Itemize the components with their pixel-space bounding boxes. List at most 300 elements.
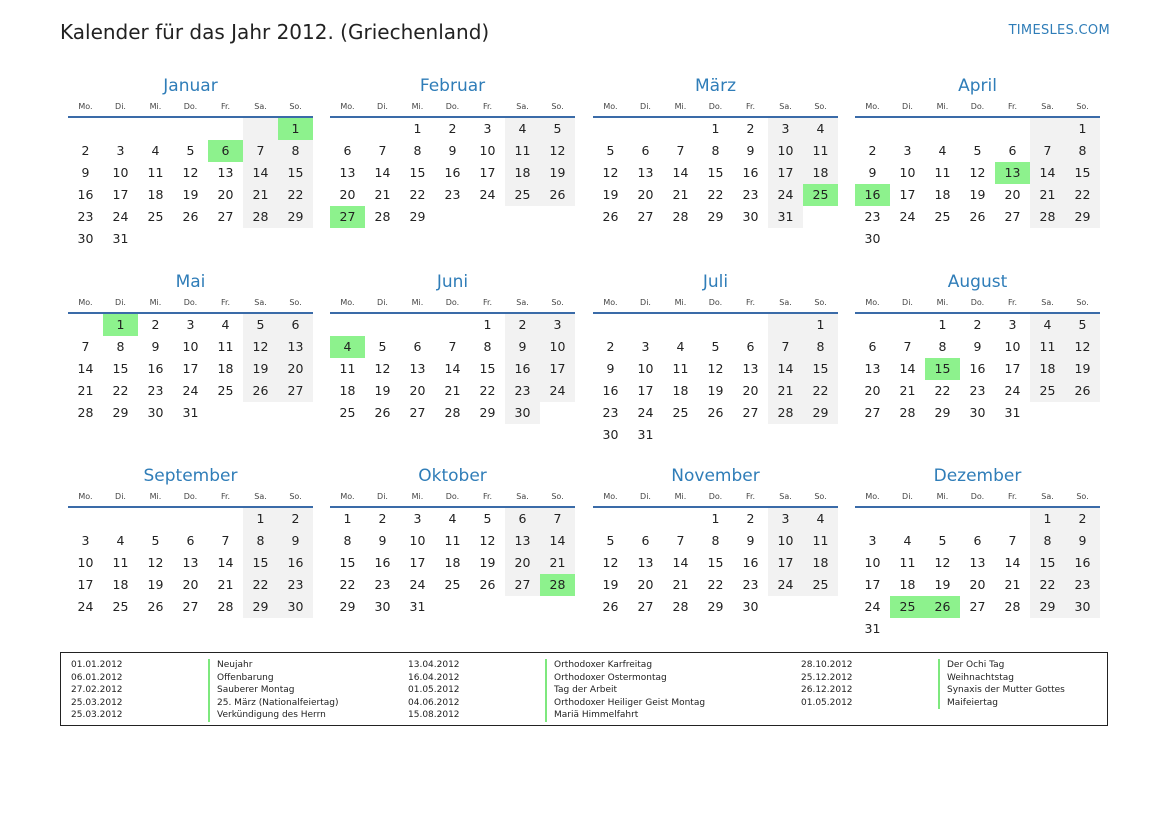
holiday-day-cell[interactable]: 16 xyxy=(855,184,890,206)
day-cell[interactable]: 22 xyxy=(112,383,129,398)
day-cell[interactable]: 7 xyxy=(378,143,387,158)
day-cell[interactable]: 26 xyxy=(540,184,575,206)
day-cell[interactable]: 23 xyxy=(444,187,461,202)
day-cell[interactable]: 25 xyxy=(217,383,234,398)
day-cell[interactable]: 30 xyxy=(1065,596,1100,618)
day-cell[interactable]: 9 xyxy=(746,533,755,548)
day-cell[interactable]: 26 xyxy=(147,599,164,614)
holiday-day-cell[interactable]: 15 xyxy=(925,358,960,380)
day-cell[interactable]: 4 xyxy=(803,508,838,530)
day-cell[interactable]: 2 xyxy=(378,511,387,526)
day-cell[interactable]: 3 xyxy=(186,317,195,332)
day-cell[interactable]: 12 xyxy=(602,555,619,570)
day-cell[interactable]: 13 xyxy=(339,165,356,180)
day-cell[interactable]: 18 xyxy=(672,383,689,398)
day-cell[interactable]: 1 xyxy=(938,317,947,332)
day-cell[interactable]: 4 xyxy=(1030,314,1065,336)
day-cell[interactable]: 22 xyxy=(1030,574,1065,596)
day-cell[interactable]: 2 xyxy=(746,511,755,526)
day-cell[interactable]: 17 xyxy=(77,577,94,592)
day-cell[interactable]: 12 xyxy=(243,336,278,358)
day-cell[interactable]: 15 xyxy=(409,165,426,180)
day-cell[interactable]: 11 xyxy=(339,361,356,376)
day-cell[interactable]: 5 xyxy=(151,533,160,548)
day-cell[interactable]: 3 xyxy=(1008,317,1017,332)
day-cell[interactable]: 3 xyxy=(641,339,650,354)
day-cell[interactable]: 16 xyxy=(602,383,619,398)
day-cell[interactable]: 4 xyxy=(938,143,947,158)
day-cell[interactable]: 23 xyxy=(742,187,759,202)
day-cell[interactable]: 10 xyxy=(768,140,803,162)
day-cell[interactable]: 14 xyxy=(1030,162,1065,184)
day-cell[interactable]: 23 xyxy=(969,383,986,398)
day-cell[interactable]: 3 xyxy=(413,511,422,526)
day-cell[interactable]: 8 xyxy=(243,530,278,552)
day-cell[interactable]: 13 xyxy=(217,165,234,180)
day-cell[interactable]: 29 xyxy=(1065,206,1100,228)
day-cell[interactable]: 25 xyxy=(505,184,540,206)
day-cell[interactable]: 10 xyxy=(637,361,654,376)
day-cell[interactable]: 19 xyxy=(540,162,575,184)
day-cell[interactable]: 1 xyxy=(1030,508,1065,530)
holiday-day-cell[interactable]: 26 xyxy=(925,596,960,618)
day-cell[interactable]: 17 xyxy=(637,383,654,398)
day-cell[interactable]: 4 xyxy=(903,533,912,548)
day-cell[interactable]: 21 xyxy=(77,383,94,398)
day-cell[interactable]: 14 xyxy=(374,165,391,180)
day-cell[interactable]: 22 xyxy=(243,574,278,596)
day-cell[interactable]: 18 xyxy=(934,187,951,202)
day-cell[interactable]: 15 xyxy=(112,361,129,376)
day-cell[interactable]: 28 xyxy=(672,209,689,224)
day-cell[interactable]: 16 xyxy=(444,165,461,180)
day-cell[interactable]: 19 xyxy=(147,577,164,592)
day-cell[interactable]: 26 xyxy=(602,209,619,224)
day-cell[interactable]: 8 xyxy=(1065,140,1100,162)
day-cell[interactable]: 25 xyxy=(803,574,838,596)
day-cell[interactable]: 12 xyxy=(707,361,724,376)
day-cell[interactable]: 20 xyxy=(864,383,881,398)
day-cell[interactable]: 14 xyxy=(672,165,689,180)
day-cell[interactable]: 27 xyxy=(182,599,199,614)
day-cell[interactable]: 12 xyxy=(182,165,199,180)
day-cell[interactable]: 2 xyxy=(1065,508,1100,530)
day-cell[interactable]: 28 xyxy=(77,405,94,420)
day-cell[interactable]: 15 xyxy=(803,358,838,380)
day-cell[interactable]: 21 xyxy=(217,577,234,592)
day-cell[interactable]: 18 xyxy=(147,187,164,202)
day-cell[interactable]: 14 xyxy=(217,555,234,570)
day-cell[interactable]: 29 xyxy=(339,599,356,614)
day-cell[interactable]: 31 xyxy=(182,405,199,420)
day-cell[interactable]: 17 xyxy=(540,358,575,380)
day-cell[interactable]: 13 xyxy=(278,336,313,358)
day-cell[interactable]: 16 xyxy=(742,555,759,570)
day-cell[interactable]: 31 xyxy=(637,427,654,442)
day-cell[interactable]: 30 xyxy=(742,599,759,614)
day-cell[interactable]: 8 xyxy=(938,339,947,354)
day-cell[interactable]: 8 xyxy=(711,533,720,548)
day-cell[interactable]: 6 xyxy=(973,533,982,548)
day-cell[interactable]: 18 xyxy=(1030,358,1065,380)
day-cell[interactable]: 6 xyxy=(505,508,540,530)
day-cell[interactable]: 17 xyxy=(409,555,426,570)
day-cell[interactable]: 11 xyxy=(217,339,234,354)
day-cell[interactable]: 5 xyxy=(243,314,278,336)
day-cell[interactable]: 19 xyxy=(243,358,278,380)
brand-link[interactable]: TIMESLES.COM xyxy=(1008,23,1110,38)
day-cell[interactable]: 17 xyxy=(864,577,881,592)
day-cell[interactable]: 18 xyxy=(112,577,129,592)
day-cell[interactable]: 30 xyxy=(602,427,619,442)
day-cell[interactable]: 14 xyxy=(243,162,278,184)
day-cell[interactable]: 7 xyxy=(768,336,803,358)
holiday-day-cell[interactable]: 1 xyxy=(278,118,313,140)
day-cell[interactable]: 28 xyxy=(899,405,916,420)
day-cell[interactable]: 21 xyxy=(1004,577,1021,592)
day-cell[interactable]: 7 xyxy=(221,533,230,548)
day-cell[interactable]: 5 xyxy=(973,143,982,158)
day-cell[interactable]: 27 xyxy=(278,380,313,402)
day-cell[interactable]: 29 xyxy=(409,209,426,224)
day-cell[interactable]: 17 xyxy=(182,361,199,376)
day-cell[interactable]: 26 xyxy=(479,577,496,592)
day-cell[interactable]: 12 xyxy=(147,555,164,570)
day-cell[interactable]: 11 xyxy=(1030,336,1065,358)
day-cell[interactable]: 3 xyxy=(768,118,803,140)
day-cell[interactable]: 27 xyxy=(969,599,986,614)
day-cell[interactable]: 3 xyxy=(540,314,575,336)
day-cell[interactable]: 6 xyxy=(186,533,195,548)
day-cell[interactable]: 9 xyxy=(1065,530,1100,552)
day-cell[interactable]: 30 xyxy=(969,405,986,420)
holiday-day-cell[interactable]: 27 xyxy=(330,206,365,228)
day-cell[interactable]: 11 xyxy=(505,140,540,162)
day-cell[interactable]: 12 xyxy=(934,555,951,570)
day-cell[interactable]: 16 xyxy=(969,361,986,376)
holiday-day-cell[interactable]: 6 xyxy=(208,140,243,162)
day-cell[interactable]: 14 xyxy=(768,358,803,380)
day-cell[interactable]: 26 xyxy=(602,599,619,614)
day-cell[interactable]: 24 xyxy=(540,380,575,402)
day-cell[interactable]: 10 xyxy=(479,143,496,158)
day-cell[interactable]: 1 xyxy=(711,511,720,526)
day-cell[interactable]: 19 xyxy=(182,187,199,202)
day-cell[interactable]: 9 xyxy=(606,361,615,376)
day-cell[interactable]: 17 xyxy=(768,162,803,184)
day-cell[interactable]: 8 xyxy=(413,143,422,158)
day-cell[interactable]: 6 xyxy=(641,143,650,158)
day-cell[interactable]: 6 xyxy=(343,143,352,158)
day-cell[interactable]: 8 xyxy=(343,533,352,548)
day-cell[interactable]: 3 xyxy=(868,533,877,548)
day-cell[interactable]: 25 xyxy=(444,577,461,592)
day-cell[interactable]: 21 xyxy=(899,383,916,398)
day-cell[interactable]: 26 xyxy=(969,209,986,224)
day-cell[interactable]: 9 xyxy=(505,336,540,358)
day-cell[interactable]: 7 xyxy=(903,339,912,354)
day-cell[interactable]: 31 xyxy=(1004,405,1021,420)
holiday-day-cell[interactable]: 4 xyxy=(330,336,365,358)
day-cell[interactable]: 18 xyxy=(217,361,234,376)
day-cell[interactable]: 10 xyxy=(112,165,129,180)
day-cell[interactable]: 28 xyxy=(1004,599,1021,614)
day-cell[interactable]: 1 xyxy=(483,317,492,332)
day-cell[interactable]: 1 xyxy=(803,314,838,336)
day-cell[interactable]: 7 xyxy=(540,508,575,530)
day-cell[interactable]: 22 xyxy=(707,577,724,592)
day-cell[interactable]: 9 xyxy=(81,165,90,180)
day-cell[interactable]: 1 xyxy=(413,121,422,136)
day-cell[interactable]: 13 xyxy=(409,361,426,376)
day-cell[interactable]: 18 xyxy=(803,162,838,184)
day-cell[interactable]: 23 xyxy=(278,574,313,596)
day-cell[interactable]: 20 xyxy=(505,552,540,574)
day-cell[interactable]: 14 xyxy=(540,530,575,552)
day-cell[interactable]: 20 xyxy=(969,577,986,592)
day-cell[interactable]: 29 xyxy=(934,405,951,420)
day-cell[interactable]: 11 xyxy=(444,533,461,548)
day-cell[interactable]: 8 xyxy=(483,339,492,354)
day-cell[interactable]: 8 xyxy=(1030,530,1065,552)
day-cell[interactable]: 24 xyxy=(899,209,916,224)
day-cell[interactable]: 1 xyxy=(711,121,720,136)
day-cell[interactable]: 18 xyxy=(505,162,540,184)
day-cell[interactable]: 28 xyxy=(444,405,461,420)
day-cell[interactable]: 18 xyxy=(899,577,916,592)
day-cell[interactable]: 27 xyxy=(637,599,654,614)
day-cell[interactable]: 5 xyxy=(378,339,387,354)
day-cell[interactable]: 17 xyxy=(899,187,916,202)
day-cell[interactable]: 15 xyxy=(1065,162,1100,184)
day-cell[interactable]: 24 xyxy=(182,383,199,398)
day-cell[interactable]: 22 xyxy=(707,187,724,202)
holiday-day-cell[interactable]: 1 xyxy=(103,314,138,336)
day-cell[interactable]: 3 xyxy=(768,508,803,530)
holiday-day-cell[interactable]: 13 xyxy=(995,162,1030,184)
day-cell[interactable]: 31 xyxy=(864,621,881,636)
day-cell[interactable]: 27 xyxy=(637,209,654,224)
day-cell[interactable]: 7 xyxy=(676,143,685,158)
day-cell[interactable]: 2 xyxy=(606,339,615,354)
day-cell[interactable]: 5 xyxy=(606,143,615,158)
day-cell[interactable]: 30 xyxy=(505,402,540,424)
day-cell[interactable]: 31 xyxy=(112,231,129,246)
day-cell[interactable]: 2 xyxy=(151,317,160,332)
day-cell[interactable]: 23 xyxy=(864,209,881,224)
day-cell[interactable]: 17 xyxy=(479,165,496,180)
day-cell[interactable]: 15 xyxy=(243,552,278,574)
day-cell[interactable]: 16 xyxy=(1065,552,1100,574)
day-cell[interactable]: 30 xyxy=(864,231,881,246)
day-cell[interactable]: 17 xyxy=(112,187,129,202)
day-cell[interactable]: 21 xyxy=(672,577,689,592)
day-cell[interactable]: 9 xyxy=(973,339,982,354)
day-cell[interactable]: 20 xyxy=(1004,187,1021,202)
day-cell[interactable]: 18 xyxy=(444,555,461,570)
day-cell[interactable]: 6 xyxy=(746,339,755,354)
day-cell[interactable]: 7 xyxy=(81,339,90,354)
day-cell[interactable]: 28 xyxy=(217,599,234,614)
day-cell[interactable]: 10 xyxy=(540,336,575,358)
day-cell[interactable]: 15 xyxy=(479,361,496,376)
day-cell[interactable]: 2 xyxy=(973,317,982,332)
day-cell[interactable]: 20 xyxy=(182,577,199,592)
day-cell[interactable]: 1 xyxy=(343,511,352,526)
day-cell[interactable]: 22 xyxy=(278,184,313,206)
day-cell[interactable]: 2 xyxy=(746,121,755,136)
day-cell[interactable]: 2 xyxy=(868,143,877,158)
day-cell[interactable]: 27 xyxy=(217,209,234,224)
day-cell[interactable]: 4 xyxy=(505,118,540,140)
day-cell[interactable]: 19 xyxy=(602,187,619,202)
day-cell[interactable]: 23 xyxy=(147,383,164,398)
day-cell[interactable]: 14 xyxy=(899,361,916,376)
day-cell[interactable]: 19 xyxy=(707,383,724,398)
day-cell[interactable]: 1 xyxy=(1065,118,1100,140)
day-cell[interactable]: 13 xyxy=(742,361,759,376)
day-cell[interactable]: 24 xyxy=(1004,383,1021,398)
day-cell[interactable]: 15 xyxy=(339,555,356,570)
day-cell[interactable]: 28 xyxy=(243,206,278,228)
holiday-day-cell[interactable]: 28 xyxy=(540,574,575,596)
day-cell[interactable]: 27 xyxy=(1004,209,1021,224)
day-cell[interactable]: 17 xyxy=(768,552,803,574)
day-cell[interactable]: 21 xyxy=(374,187,391,202)
day-cell[interactable]: 12 xyxy=(602,165,619,180)
day-cell[interactable]: 8 xyxy=(116,339,125,354)
day-cell[interactable]: 29 xyxy=(243,596,278,618)
day-cell[interactable]: 27 xyxy=(505,574,540,596)
day-cell[interactable]: 28 xyxy=(672,599,689,614)
day-cell[interactable]: 29 xyxy=(1030,596,1065,618)
day-cell[interactable]: 19 xyxy=(969,187,986,202)
day-cell[interactable]: 20 xyxy=(278,358,313,380)
day-cell[interactable]: 22 xyxy=(339,577,356,592)
day-cell[interactable]: 11 xyxy=(899,555,916,570)
day-cell[interactable]: 13 xyxy=(182,555,199,570)
day-cell[interactable]: 17 xyxy=(1004,361,1021,376)
day-cell[interactable]: 21 xyxy=(243,184,278,206)
day-cell[interactable]: 6 xyxy=(868,339,877,354)
day-cell[interactable]: 7 xyxy=(1008,533,1017,548)
day-cell[interactable]: 7 xyxy=(676,533,685,548)
day-cell[interactable]: 6 xyxy=(413,339,422,354)
day-cell[interactable]: 24 xyxy=(637,405,654,420)
day-cell[interactable]: 12 xyxy=(969,165,986,180)
day-cell[interactable]: 18 xyxy=(803,552,838,574)
day-cell[interactable]: 29 xyxy=(479,405,496,420)
day-cell[interactable]: 21 xyxy=(1030,184,1065,206)
day-cell[interactable]: 2 xyxy=(278,508,313,530)
day-cell[interactable]: 24 xyxy=(768,574,803,596)
day-cell[interactable]: 28 xyxy=(1030,206,1065,228)
day-cell[interactable]: 8 xyxy=(711,143,720,158)
day-cell[interactable]: 13 xyxy=(637,165,654,180)
day-cell[interactable]: 25 xyxy=(147,209,164,224)
day-cell[interactable]: 11 xyxy=(803,530,838,552)
day-cell[interactable]: 9 xyxy=(151,339,160,354)
day-cell[interactable]: 24 xyxy=(864,599,881,614)
day-cell[interactable]: 23 xyxy=(374,577,391,592)
day-cell[interactable]: 24 xyxy=(409,577,426,592)
day-cell[interactable]: 8 xyxy=(278,140,313,162)
day-cell[interactable]: 16 xyxy=(147,361,164,376)
day-cell[interactable]: 19 xyxy=(602,577,619,592)
day-cell[interactable]: 10 xyxy=(864,555,881,570)
day-cell[interactable]: 11 xyxy=(147,165,164,180)
day-cell[interactable]: 9 xyxy=(868,165,877,180)
day-cell[interactable]: 22 xyxy=(1065,184,1100,206)
day-cell[interactable]: 21 xyxy=(540,552,575,574)
day-cell[interactable]: 27 xyxy=(864,405,881,420)
day-cell[interactable]: 16 xyxy=(505,358,540,380)
day-cell[interactable]: 15 xyxy=(707,165,724,180)
day-cell[interactable]: 21 xyxy=(444,383,461,398)
day-cell[interactable]: 5 xyxy=(938,533,947,548)
day-cell[interactable]: 23 xyxy=(77,209,94,224)
day-cell[interactable]: 16 xyxy=(77,187,94,202)
day-cell[interactable]: 29 xyxy=(707,209,724,224)
day-cell[interactable]: 14 xyxy=(444,361,461,376)
day-cell[interactable]: 23 xyxy=(602,405,619,420)
day-cell[interactable]: 14 xyxy=(672,555,689,570)
day-cell[interactable]: 24 xyxy=(479,187,496,202)
day-cell[interactable]: 22 xyxy=(409,187,426,202)
day-cell[interactable]: 4 xyxy=(676,339,685,354)
day-cell[interactable]: 14 xyxy=(77,361,94,376)
day-cell[interactable]: 20 xyxy=(742,383,759,398)
day-cell[interactable]: 8 xyxy=(803,336,838,358)
day-cell[interactable]: 30 xyxy=(742,209,759,224)
day-cell[interactable]: 29 xyxy=(803,402,838,424)
holiday-day-cell[interactable]: 25 xyxy=(890,596,925,618)
day-cell[interactable]: 24 xyxy=(112,209,129,224)
day-cell[interactable]: 28 xyxy=(768,402,803,424)
day-cell[interactable]: 26 xyxy=(374,405,391,420)
day-cell[interactable]: 2 xyxy=(81,143,90,158)
day-cell[interactable]: 31 xyxy=(409,599,426,614)
day-cell[interactable]: 3 xyxy=(116,143,125,158)
day-cell[interactable]: 4 xyxy=(803,118,838,140)
day-cell[interactable]: 16 xyxy=(278,552,313,574)
day-cell[interactable]: 30 xyxy=(278,596,313,618)
day-cell[interactable]: 16 xyxy=(742,165,759,180)
day-cell[interactable]: 24 xyxy=(768,184,803,206)
day-cell[interactable]: 25 xyxy=(934,209,951,224)
day-cell[interactable]: 10 xyxy=(409,533,426,548)
day-cell[interactable]: 15 xyxy=(278,162,313,184)
day-cell[interactable]: 27 xyxy=(409,405,426,420)
day-cell[interactable]: 23 xyxy=(505,380,540,402)
day-cell[interactable]: 30 xyxy=(374,599,391,614)
day-cell[interactable]: 7 xyxy=(1030,140,1065,162)
day-cell[interactable]: 21 xyxy=(768,380,803,402)
day-cell[interactable]: 1 xyxy=(243,508,278,530)
day-cell[interactable]: 4 xyxy=(116,533,125,548)
day-cell[interactable]: 5 xyxy=(186,143,195,158)
day-cell[interactable]: 5 xyxy=(606,533,615,548)
day-cell[interactable]: 15 xyxy=(1030,552,1065,574)
day-cell[interactable]: 24 xyxy=(77,599,94,614)
day-cell[interactable]: 30 xyxy=(77,231,94,246)
day-cell[interactable]: 3 xyxy=(903,143,912,158)
day-cell[interactable]: 9 xyxy=(278,530,313,552)
day-cell[interactable]: 26 xyxy=(707,405,724,420)
holiday-day-cell[interactable]: 25 xyxy=(803,184,838,206)
day-cell[interactable]: 25 xyxy=(672,405,689,420)
day-cell[interactable]: 19 xyxy=(374,383,391,398)
